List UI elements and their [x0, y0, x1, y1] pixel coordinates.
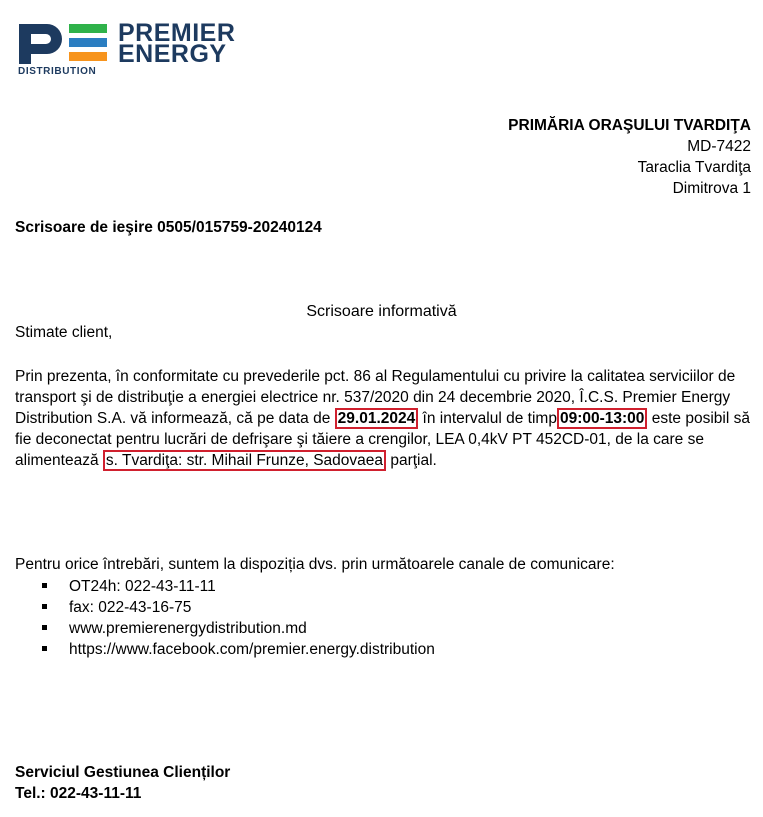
logo-word-premier: PREMIER: [118, 19, 236, 47]
recipient-street: Dimitrova 1: [672, 180, 751, 197]
list-item: [42, 597, 435, 618]
body-text-part1: Prin prezenta, în conformitate cu prevederile pct. 86 al Regulamentului cu privire la calitatea serviciilor de transport şi de distribuţie a energiei electrice nr. 537/2020 din 24 decembrie 2020, Î.C.S. Premier Energy Distribution S.A. vă informează, că pe data de: [15, 368, 736, 427]
letter-reference: Scrisoare de ieşire 0505/015759-20240124: [15, 219, 322, 236]
body-text-part3: este posibil să fie deconectat pentru lucrări de defrişare şi tăiere a crengilor, LEA 0,4kV PT 452CD-01, de la care se alimentează: [15, 410, 750, 469]
list-item: [42, 576, 435, 597]
signature-block: [15, 762, 230, 804]
outage-location: s. Tvardiţa: str. Mihail Frunze, Sadovaea: [103, 450, 386, 471]
greeting: Stimate client,: [15, 324, 113, 341]
outage-date: 29.01.2024: [335, 408, 419, 429]
contact-intro: Pentru orice întrebări, suntem la dispoziția dvs. prin următoarele canale de comunicare:: [15, 556, 615, 573]
recipient-postal-code: MD-7422: [687, 138, 751, 155]
bullet-icon: [42, 604, 47, 609]
recipient-address: [508, 115, 751, 199]
signature-phone: Tel.: 022-43-11-11: [15, 785, 142, 802]
list-item: [42, 618, 435, 639]
logo-pe-mark-icon: [17, 20, 117, 66]
body-text-part4: parţial.: [390, 452, 437, 469]
letter-body: [15, 366, 755, 471]
list-item: [42, 639, 435, 660]
signature-department: Serviciul Gestiunea Clienților: [15, 764, 231, 781]
channel-facebook: https://www.facebook.com/premier.energy.distribution: [69, 641, 435, 658]
bullet-icon: [42, 646, 47, 651]
channel-phone: OT24h: 022-43-11-11: [69, 578, 216, 595]
premier-energy-logo: [17, 20, 257, 80]
logo-word-energy: ENERGY: [118, 40, 227, 68]
outage-time: 09:00-13:00: [557, 408, 647, 429]
recipient-locality: Taraclia Tvardiţa: [637, 159, 751, 176]
body-text-part2: în intervalul de timp: [422, 410, 557, 427]
channel-fax: fax: 022-43-16-75: [69, 599, 192, 616]
contact-channels-list: [42, 576, 435, 660]
letter-title: Scrisoare informativă: [306, 303, 457, 320]
bullet-icon: [42, 583, 47, 588]
channel-website: www.premierenergydistribution.md: [69, 620, 307, 637]
bullet-icon: [42, 625, 47, 630]
logo-word-distribution: DISTRIBUTION: [18, 66, 97, 77]
recipient-name: PRIMĂRIA ORAŞULUI TVARDIŢA: [508, 117, 751, 134]
